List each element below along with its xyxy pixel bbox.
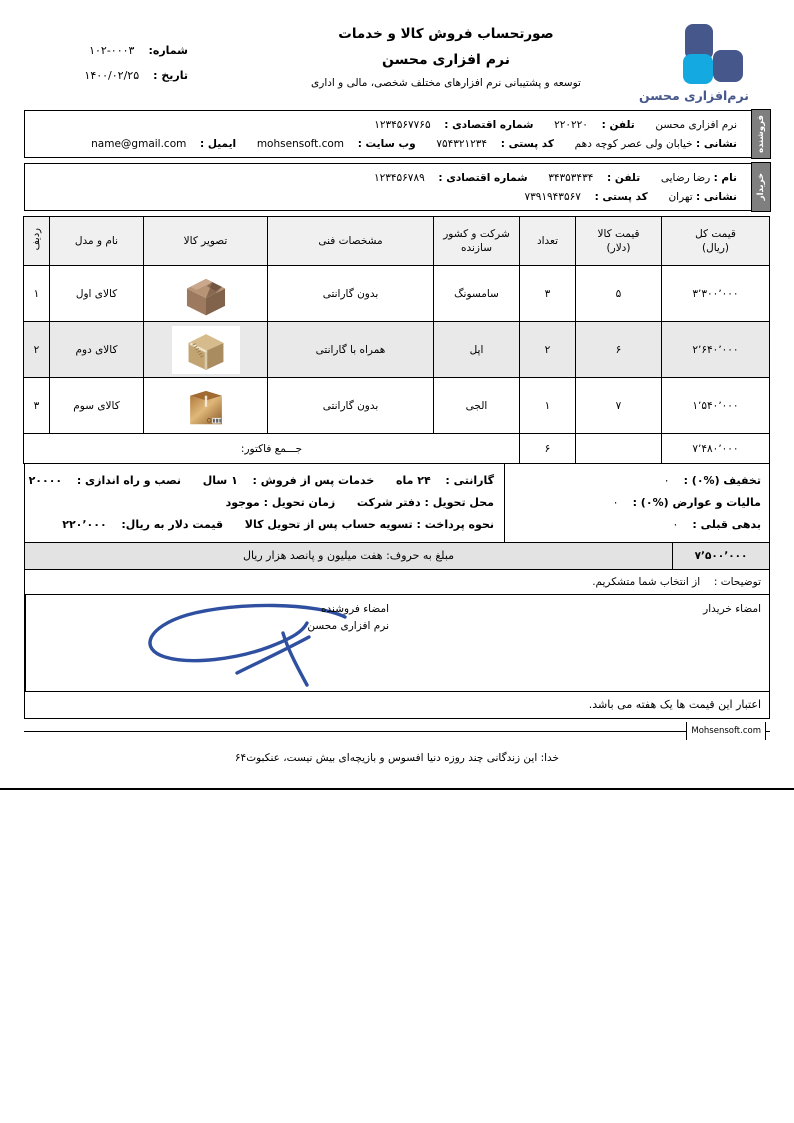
seller-postal: ۷۵۴۳۲۱۲۳۴ xyxy=(436,138,488,150)
seller-phone: ۲۲۰۲۲۰ xyxy=(554,119,588,131)
company-name: نرم افزاری محسن xyxy=(382,52,510,68)
seller-signature-label-2: نرم افزاری محسن xyxy=(307,620,389,632)
cell-spec: همراه با گارانتی xyxy=(268,322,434,378)
items-table-body xyxy=(24,266,770,464)
seller-email: name@gmail.com xyxy=(91,138,187,150)
summary-qty-total: ۶ xyxy=(520,434,576,464)
logo-mark-icon xyxy=(659,24,729,86)
notes-text: از انتخاب شما متشکریم. xyxy=(592,576,701,588)
amount-in-words-row xyxy=(24,543,770,570)
cell-name: کالای سوم xyxy=(50,378,144,434)
delivery-place-label: محل تحویل : xyxy=(424,496,494,509)
col-maker: شرکت و کشور سازنده xyxy=(434,217,520,266)
cell-maker: سامسونگ xyxy=(434,266,520,322)
document-header xyxy=(24,18,770,110)
seller-econ-label: شماره اقتصادی : xyxy=(444,119,534,131)
seller-website: mohsensoft.com xyxy=(256,138,345,150)
seller-address-label: نشانی : xyxy=(696,138,737,150)
col-spec: مشخصات فنی xyxy=(268,217,434,266)
validity-row: اعتبار این قیمت ها یک هفته می باشد. xyxy=(24,692,770,719)
buyer-line-1 xyxy=(35,169,737,188)
cell-image xyxy=(144,266,268,322)
dollar-rate-value: ۲۲۰٬۰۰۰ xyxy=(62,518,107,531)
buyer-phone-label: تلفن : xyxy=(607,172,641,184)
invoice-number-row xyxy=(28,44,228,57)
previous-debt-row xyxy=(513,514,761,536)
warranty-value: ۲۴ ماه xyxy=(396,474,431,487)
brand-tag-text: Mohsensoft.com xyxy=(686,722,766,740)
buyer-tab-label: خریدار xyxy=(755,173,766,201)
buyer-box xyxy=(24,163,770,211)
terms-deductions xyxy=(504,464,769,542)
items-table xyxy=(23,216,770,464)
cell-unit-price: ۵ xyxy=(576,266,662,322)
cell-image xyxy=(144,378,268,434)
installation-value: ۲۰۰۰۰ xyxy=(28,474,63,487)
cell-unit-price: ۶ xyxy=(576,322,662,378)
discount-row xyxy=(513,470,761,492)
buyer-signature-label: امضاء خریدار xyxy=(703,603,761,615)
terms-conditions xyxy=(23,464,504,542)
tax-row xyxy=(513,492,761,514)
sealed-box-icon xyxy=(180,383,232,429)
seller-line-2 xyxy=(35,135,737,154)
tax-label: مالیات و عوارض (%۰) : xyxy=(632,496,761,509)
buyer-tab xyxy=(751,162,771,211)
discount-label: تخفیف (%۰) : xyxy=(683,474,761,487)
seller-phone-label: تلفن : xyxy=(601,119,635,131)
seller-tab xyxy=(751,109,771,158)
brand-tag-rule xyxy=(24,731,770,732)
buyer-econ-label: شماره اقتصادی : xyxy=(438,172,528,184)
previous-debt-label: بدهی قبلی : xyxy=(692,518,761,531)
dollar-rate-label: قیمت دلار به ریال: xyxy=(121,518,224,531)
cell-spec: بدون گارانتی xyxy=(268,266,434,322)
cell-name: کالای دوم xyxy=(50,322,144,378)
summary-unit-blank xyxy=(576,434,662,464)
cell-qty: ۳ xyxy=(520,266,576,322)
company-subtitle: توسعه و پشتیبانی نرم افزارهای مختلف شخصی، مالی و اداری xyxy=(311,77,581,89)
cell-name: کالای اول xyxy=(50,266,144,322)
cell-spec: بدون گارانتی xyxy=(268,378,434,434)
table-row xyxy=(24,378,770,434)
notes-label: توضیحات : xyxy=(713,576,761,588)
after-sales-label: خدمات پس از فروش : xyxy=(252,474,375,487)
installation-label: نصب و راه اندازی : xyxy=(76,474,182,487)
previous-debt-value: ۰ xyxy=(672,518,679,531)
open-box-icon xyxy=(180,271,232,317)
buyer-postal: ۷۳۹۱۹۴۳۵۶۷ xyxy=(524,191,581,203)
seller-email-label: ایمیل : xyxy=(200,138,237,150)
tax-value: ۰ xyxy=(612,496,619,509)
document-meta xyxy=(28,44,228,94)
buyer-line-2 xyxy=(35,188,737,207)
seller-website-label: وب سایت : xyxy=(357,138,416,150)
payment-method-value: تسویه حساب پس از تحویل کالا xyxy=(244,518,413,531)
col-name: نام و مدل xyxy=(50,217,144,266)
table-row xyxy=(24,322,770,378)
cell-index: ۳ xyxy=(24,378,50,434)
seller-signature-cell xyxy=(25,595,397,691)
cell-unit-price: ۷ xyxy=(576,378,662,434)
items-summary-row xyxy=(24,434,770,464)
cell-index: ۱ xyxy=(24,266,50,322)
col-unit-price: قیمت کالا (دلار) xyxy=(576,217,662,266)
seller-signature-label-1: امضاء فروشنده xyxy=(321,603,389,615)
buyer-address: تهران xyxy=(668,191,693,203)
signatures-row xyxy=(24,595,770,692)
seller-name: نرم افزاری محسن xyxy=(655,119,737,131)
terms-section xyxy=(24,464,770,543)
cell-qty: ۱ xyxy=(520,378,576,434)
table-row xyxy=(24,266,770,322)
amount-in-words-value: ۷٬۵۰۰٬۰۰۰ xyxy=(672,543,769,569)
cell-maker: اپل xyxy=(434,322,520,378)
col-total-price: قیمت کل (ریال) xyxy=(662,217,770,266)
invoice-date-label: تاریخ : xyxy=(153,69,188,82)
seller-econ: ۱۲۳۴۵۶۷۷۶۵ xyxy=(374,119,431,131)
delivery-time-label: زمان تحویل : xyxy=(263,496,336,509)
cell-qty: ۲ xyxy=(520,322,576,378)
delivery-time-value: موجود xyxy=(225,496,260,509)
document-title: صورتحساب فروش کالا و خدمات xyxy=(338,26,554,42)
cell-total-price: ۱٬۵۴۰٬۰۰۰ xyxy=(662,378,770,434)
buyer-name-label: نام : xyxy=(713,172,737,184)
seller-tab-label: فروشنده xyxy=(755,115,766,153)
seller-postal-label: کد پستی : xyxy=(500,138,554,150)
amount-in-words-text: مبلغ به حروف: هفت میلیون و پانصد هزار ریال xyxy=(242,549,455,562)
buyer-signature-cell xyxy=(397,595,769,691)
buyer-name: رضا رضایی xyxy=(660,172,711,184)
cell-index: ۲ xyxy=(24,322,50,378)
buyer-phone: ۳۴۳۵۳۴۳۴ xyxy=(548,172,594,184)
col-index: ردیف xyxy=(24,217,50,266)
after-sales-value: ۱ سال xyxy=(202,474,238,487)
summary-total-price: ۷٬۴۸۰٬۰۰۰ xyxy=(662,434,770,464)
taped-box-icon xyxy=(180,327,232,373)
invoice-number-label: شماره: xyxy=(148,44,188,57)
col-qty: تعداد xyxy=(520,217,576,266)
title-block xyxy=(274,26,618,89)
cell-total-price: ۳٬۳۰۰٬۰۰۰ xyxy=(662,266,770,322)
payment-method-label: نحوه پرداخت : xyxy=(416,518,494,531)
warranty-row xyxy=(29,470,494,492)
company-logo xyxy=(624,24,764,103)
notes-row xyxy=(24,570,770,595)
seller-address: خیابان ولی عصر کوچه دهم xyxy=(574,138,693,150)
payment-row xyxy=(29,514,494,536)
cell-image xyxy=(144,322,268,378)
seller-line-1 xyxy=(35,116,737,135)
warranty-label: گارانتی : xyxy=(445,474,494,487)
footer-quote: خدا: این زندگانی چند روزه دنیا افسوس و بازیچه‌ای بیش نیست، عنکبوت۶۴ xyxy=(234,752,560,764)
brand-tag xyxy=(24,722,770,742)
invoice-date-value: ۱۴۰۰/۰۲/۲۵ xyxy=(84,69,140,82)
invoice-date-row xyxy=(28,69,228,82)
invoice-number-value: ۰۰۰۳-۱۰۲ xyxy=(89,44,135,57)
seller-box xyxy=(24,110,770,158)
buyer-postal-label: کد پستی : xyxy=(594,191,648,203)
delivery-row xyxy=(29,492,494,514)
logo-text: نرم‌افزاری محسن xyxy=(639,88,749,103)
buyer-econ: ۱۲۳۴۵۶۷۸۹ xyxy=(373,172,425,184)
delivery-place-value: دفتر شرکت xyxy=(356,496,421,509)
col-image: تصویر کالا xyxy=(144,217,268,266)
cell-total-price: ۲٬۶۴۰٬۰۰۰ xyxy=(662,322,770,378)
discount-value: ۰ xyxy=(663,474,670,487)
buyer-address-label: نشانی : xyxy=(696,191,737,203)
summary-label: جـــمع فاکتور: xyxy=(24,434,520,464)
items-table-header-row xyxy=(24,217,770,266)
cell-maker: الجی xyxy=(434,378,520,434)
